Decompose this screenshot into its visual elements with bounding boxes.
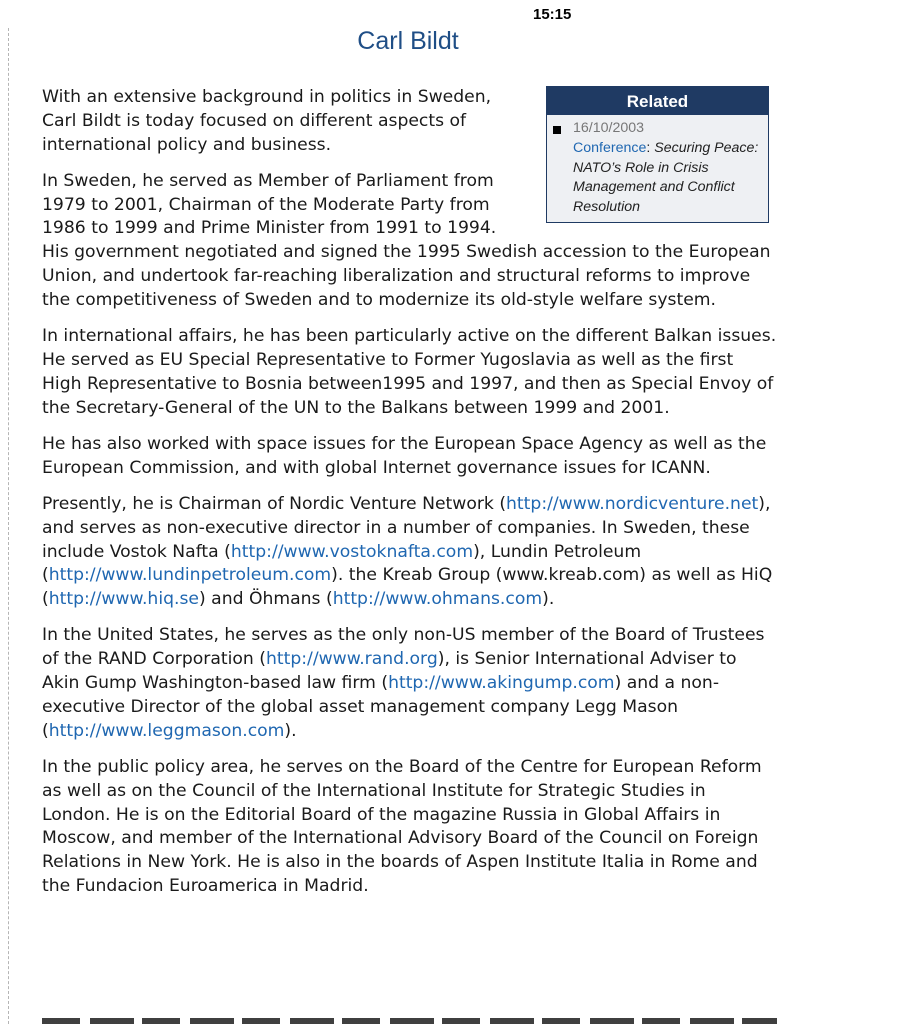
text: ). the Kreab Group (www.kreab.com) as well as HiQ ( [42,565,773,610]
text: Presently, he is Chairman of Nordic Venture Network ( [42,493,507,514]
paragraph-international: In international affairs, he has been particularly active on the different Balkan issues. He served as EU Special Representative to Former Yugoslavia as well as the first High Representative to Bosnia between1995 and 1997, and then as Special Envoy of the Secretary-General of the UN to the Balkans between 1999 and 2001. [42,326,777,418]
text: ) and Öhmans ( [199,589,333,610]
link-akingump[interactable]: http://www.akingump.com [388,673,615,694]
text: ). [284,720,297,741]
paragraph-companies [42,493,777,612]
text: ). [542,589,555,610]
text: ) and a non-executive Director of the global asset management company Legg Mason ( [42,673,720,741]
bullet-icon [553,126,561,134]
related-item[interactable] [547,115,768,222]
link-vostoknafta[interactable]: http://www.vostoknafta.com [230,541,474,562]
related-header: Related [547,87,768,115]
paragraph-space: He has also worked with space issues for the European Space Agency as well as the European Commission, and with global Internet governance issues for ICANN. [42,433,767,478]
link-rand[interactable]: http://www.rand.org [265,649,438,670]
related-separator: : [646,139,655,156]
paragraph-united-states [42,624,777,743]
left-border [8,28,9,1024]
link-lundinpetroleum[interactable]: http://www.lundinpetroleum.com [48,565,332,586]
paragraph-sweden: In Sweden, he served as Member of Parliament from 1979 to 2001, Chairman of the Moderate Party from 1986 to 1999 and Prime Minister from 1991 to 1994. His government negotiated and signed the 1995 Swedish accession to the European Union, and undertook far-reaching liberalization and structural reforms to improve the competitiveness of Sweden and to modernize its old-style welfare system. [42,170,771,310]
link-hiq[interactable]: http://www.hiq.se [48,589,199,610]
related-title[interactable]: Securing Peace: NATO’s Role in Crisis Management and Conflict Resolution [573,139,759,216]
text: ), Lundin Petroleum ( [42,541,642,586]
text: In the United States, he serves as the only non-US member of the Board of Trustees of the RAND Corporation ( [42,625,765,670]
status-time: 15:15 [533,6,572,23]
cut-off-text-line [42,1004,777,1024]
link-ohmans[interactable]: http://www.ohmans.com [332,589,543,610]
link-leggmason[interactable]: http://www.leggmason.com [48,720,285,741]
related-type-link[interactable]: Conference [573,139,647,156]
related-item-text [573,119,762,218]
link-nordicventure[interactable]: http://www.nordicventure.net [506,493,759,514]
paragraph-intro: With an extensive background in politics in Sweden, Carl Bildt is today focused on different aspects of international policy and business. [42,87,492,155]
article-content [42,86,777,911]
text: ), is Senior International Adviser to Akin Gump Washington-based law firm ( [42,649,737,694]
text: ), and serves as non-executive director in a number of companies. In Sweden, these include Vostok Nafta ( [42,493,771,562]
paragraph-public-policy: In the public policy area, he serves on the Board of the Centre for European Reform as well as on the Council of the International Institute for Strategic Studies in London. He is on the Editorial Board of the magazine Russia in Global Affairs in Moscow, and member of the International Advisory Board of the Council on Foreign Relations in New York. He is also in the boards of Aspen Institute Italia in Rome and the Fundacion Euroamerica in Madrid. [42,756,762,896]
related-date: 16/10/2003 [573,120,645,136]
related-box [546,86,769,223]
page-title: Carl Bildt [357,27,459,55]
